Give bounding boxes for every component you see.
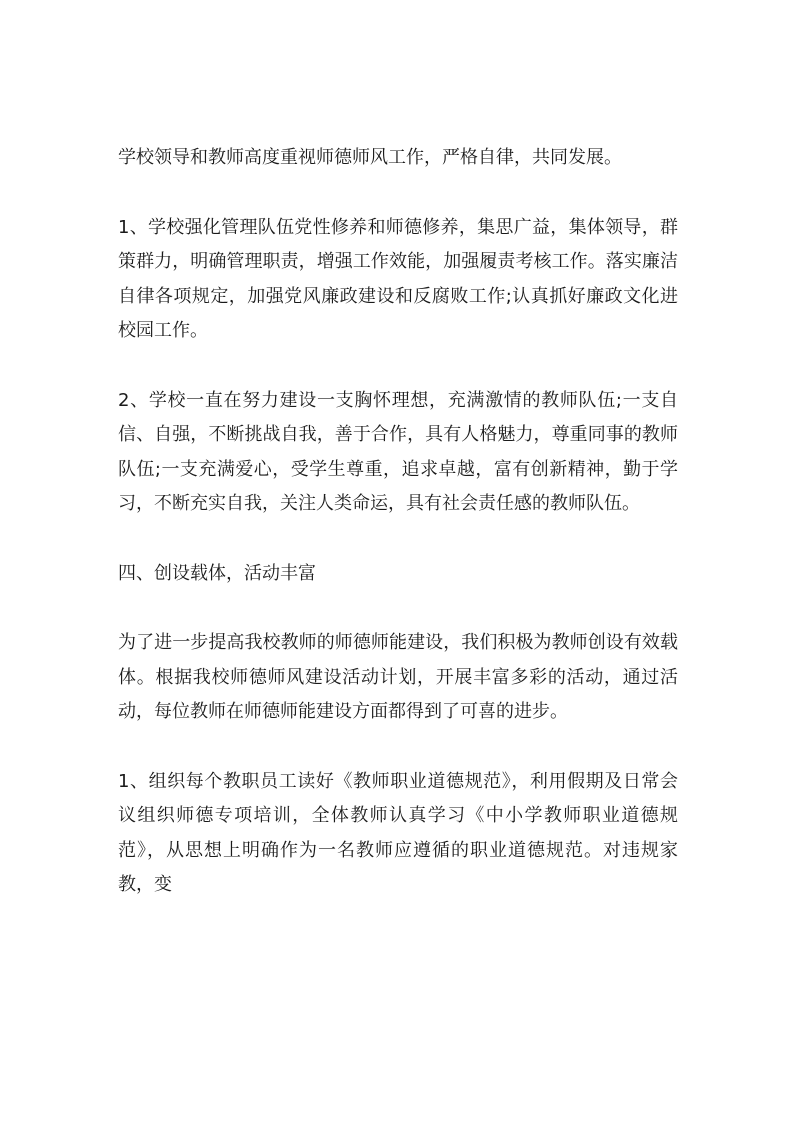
paragraph-item-2-team: 2、学校一直在努力建设一支胸怀理想，充满激情的教师队伍;一支自信、自强，不断挑战自我，善于合作，具有人格魅力，尊重同事的教师队伍;一支充满爱心，受学生尊重，追求卓越，富有创新精神，勤于学习，不断充实自我，关注人类命运，具有社会责任感的教师队伍。	[118, 389, 678, 514]
paragraph-section-4-item-1: 1、组织每个教职员工读好《教师职业道德规范》，利用假期及日常会议组织师德专项培训，全体教师认真学习《中小学教师职业道德规范》，从思想上明确作为一名教师应遵循的职业道德规范。对违规家教，变	[118, 770, 678, 895]
paragraph-section-4-intro: 为了进一步提高我校教师的师德师能建设，我们积极为教师创设有效载体。根据我校师德师风建设活动计划，开展丰富多彩的活动，通过活动，每位教师在师德师能建设方面都得到了可喜的进步。	[118, 632, 678, 722]
section-heading-4: 四、创设载体，活动丰富	[118, 562, 316, 584]
paragraph-item-1-management: 1、学校强化管理队伍党性修养和师德修养，集思广益，集体领导，群策群力，明确管理职责，增强工作效能，加强履责考核工作。落实廉洁自律各项规定，加强党风廉政建设和反腐败工作;认真抓好廉政文化进校园工作。	[118, 216, 678, 341]
paragraph-intro: 学校领导和教师高度重视师德师风工作，严格自律，共同发展。	[118, 147, 622, 168]
document-body	[118, 141, 678, 938]
